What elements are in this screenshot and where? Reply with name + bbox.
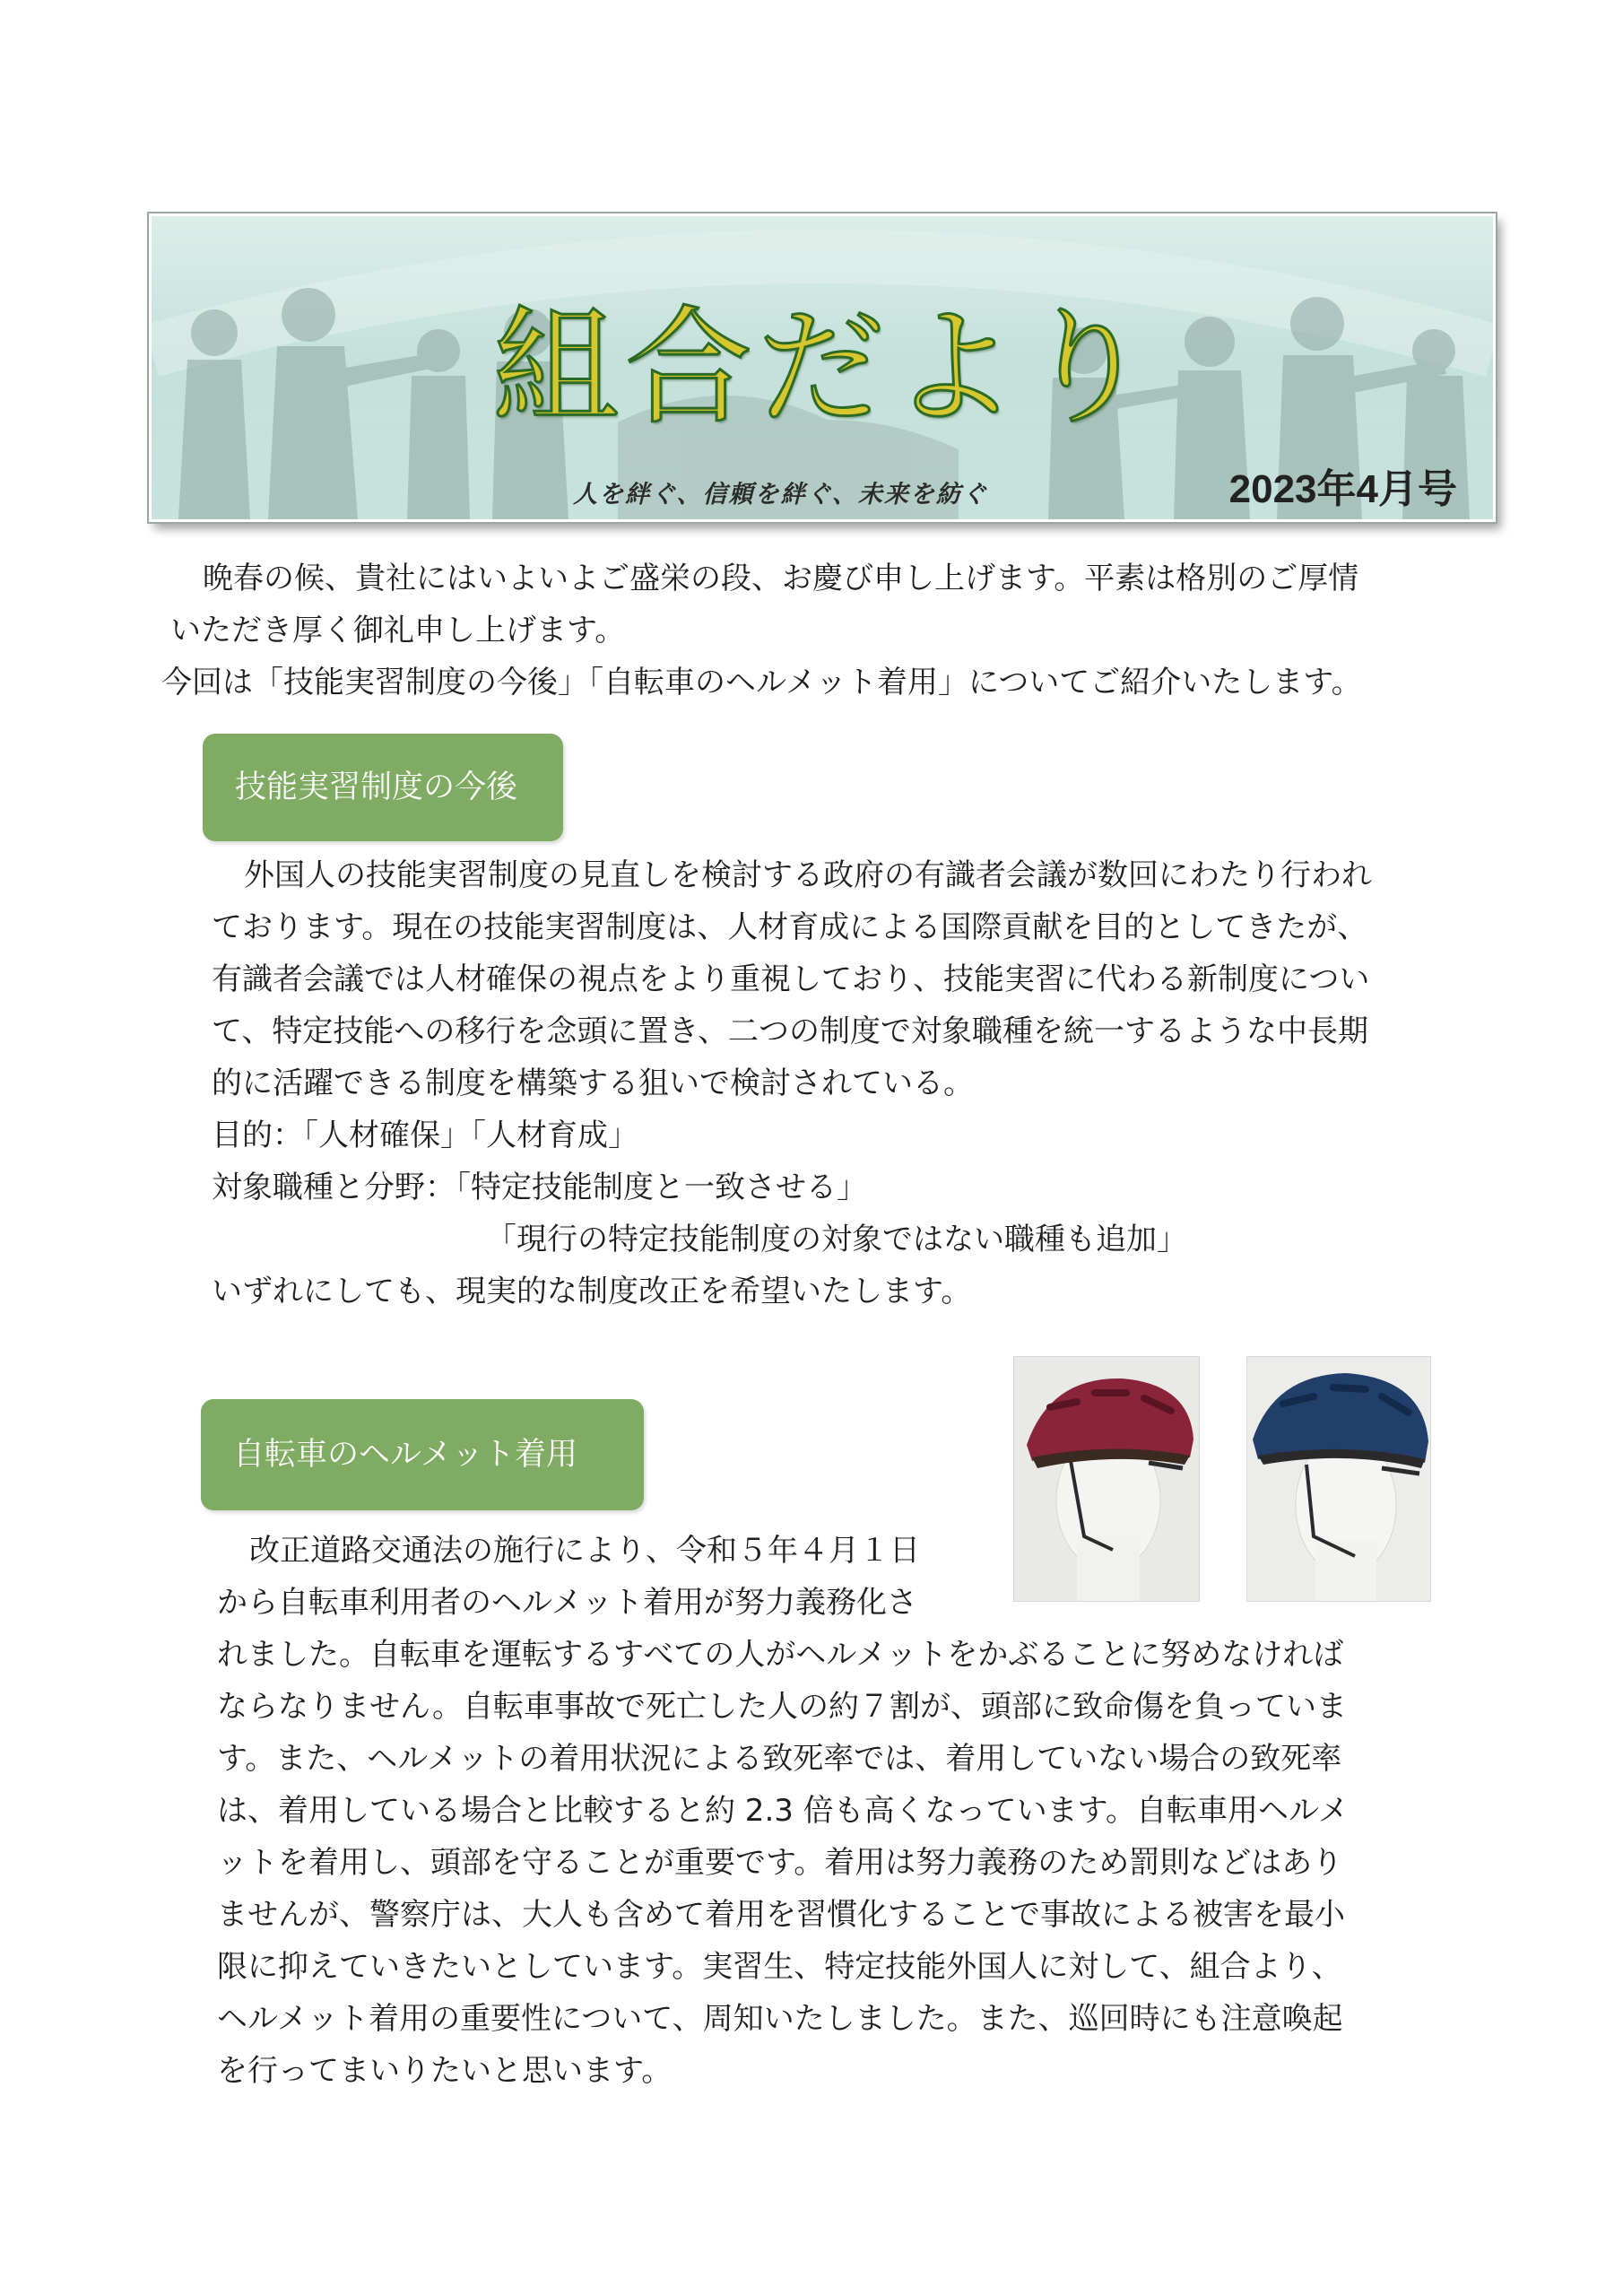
section2-line: ヘルメット着用の重要性について、周知いたしました。また、巡回時にも注意喚起 [217, 2001, 1343, 2037]
newsletter-tagline: 人を絆ぐ、信頼を絆ぐ、未来を紡ぐ [573, 481, 988, 509]
section1-paragraph [212, 849, 1372, 1318]
section-heading-bicycle-helmet: 自転車のヘルメット着用 [201, 1399, 644, 1510]
section2-paragraph [217, 1525, 1349, 2097]
section2-line: から自転車利用者のヘルメット着用が努力義務化さ [217, 1585, 917, 1621]
section2-line: は、着用している場合と比較すると約 2.3 倍も高くなっています。自転車用ヘルメ [217, 1793, 1349, 1829]
masthead-banner [149, 213, 1496, 522]
issue-date: 2023年4月号 [1228, 467, 1457, 511]
target-occupation-line: 対象職種と分野：「特定技能制度と一致させる」 [212, 1170, 867, 1205]
section1-closing-line: いずれにしても、現実的な制度改正を希望いたします。 [212, 1274, 972, 1309]
intro-line: 今回は「技能実習制度の今後」「自転車のヘルメット着用」についてご紹介いたします。 [161, 665, 1362, 700]
intro-line: いただき厚く御礼申し上げます。 [170, 613, 626, 648]
section2-line: ットを着用し、頭部を守ることが重要です。着用は努力義務のため罰則などはあり [217, 1845, 1343, 1881]
section2-line: を行ってまいりたいと思います。 [217, 2053, 673, 2089]
section1-line: 有識者会議では人材確保の視点をより重視しており、技能実習に代わる新制度につい [212, 961, 1370, 997]
section1-line: て、特定技能への移行を念頭に置き、二つの制度で対象職種を統一するような中長期 [212, 1013, 1368, 1049]
section1-line: ております。現在の技能実習制度は、人材育成による国際貢献を目的としてきたが、 [212, 909, 1368, 945]
purpose-line: 目的：「人材確保」「人材育成」 [212, 1118, 638, 1153]
section2-line: す。また、ヘルメットの着用状況による致死率では、着用していない場合の致死率 [217, 1741, 1342, 1777]
intro-paragraph [161, 552, 1362, 709]
target-occupation-line-2: 「現行の特定技能制度の対象ではない職種も追加」 [486, 1222, 1187, 1257]
section2-line: れました。自転車を運転するすべての人がヘルメットをかぶることに努めなければ [217, 1637, 1344, 1673]
section2-line: ませんが、警察庁は、大人も含めて着用を習慣化することで事故による被害を最小 [217, 1897, 1345, 1933]
section-heading-technical-intern: 技能実習制度の今後 [203, 734, 563, 841]
intro-line: 晩春の候、貴社にはいよいよご盛栄の段、お慶び申し上げます。平素は格別のご厚情 [203, 561, 1359, 596]
section2-line: 限に抑えていきたいとしています。実習生、特定技能外国人に対して、組合より、 [217, 1949, 1342, 1985]
section2-line: ならなりません。自転車事故で死亡した人の約７割が、頭部に致命傷を負っていま [217, 1689, 1348, 1725]
section1-line: 外国人の技能実習制度の見直しを検討する政府の有識者会議が数回にわたり行われ [244, 857, 1372, 893]
section2-line: 改正道路交通法の施行により、令和５年４月１日 [249, 1533, 920, 1569]
newsletter-title: 組合だより [492, 294, 1156, 442]
section1-line: 的に活躍できる制度を構築する狙いで検討されている。 [212, 1065, 974, 1101]
